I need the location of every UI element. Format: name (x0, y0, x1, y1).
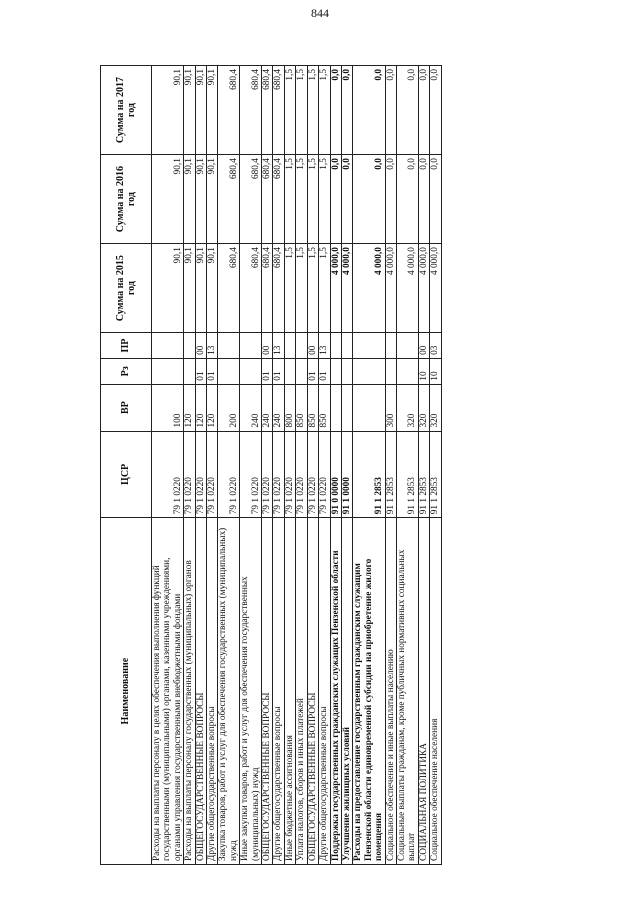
cell-sum-2016: 0,0 (353, 155, 385, 244)
cell-sum-2017: 0,0 (341, 66, 352, 155)
cell-rz (396, 358, 418, 384)
cell-sum-2015: 680,4 (240, 244, 262, 333)
cell-csr: 79 1 0220 (240, 431, 262, 518)
cell-name: Социальное обеспечение и иные выплаты населению (385, 518, 396, 865)
cell-sum-2015: 4 000,0 (385, 244, 396, 333)
cell-name: Другие общегосударственные вопросы (207, 518, 218, 865)
cell-sum-2017: 90,1 (152, 66, 184, 155)
cell-name: Социальное обеспечение населения (430, 518, 441, 865)
cell-name: Расходы на предоставление государственным гражданским служащим Пензенской области единовременной субсидии на приобретение жилого помещения (353, 518, 385, 865)
cell-name: Иные закупки товаров, работ и услуг для обеспечения государственных (муниципальных) нужд (240, 518, 262, 865)
cell-sum-2017: 0,0 (430, 66, 441, 155)
cell-csr: 79 1 0220 (195, 431, 206, 518)
cell-rz (353, 358, 385, 384)
cell-rz: 10 (418, 358, 429, 384)
table-row (240, 66, 262, 865)
cell-csr: 79 1 0220 (262, 431, 273, 518)
table-row (353, 66, 385, 865)
cell-sum-2016: 0,0 (385, 155, 396, 244)
cell-rz (296, 358, 307, 384)
header-csr: ЦСР (101, 431, 152, 518)
cell-rz: 01 (319, 358, 330, 384)
cell-sum-2015: 4 000,0 (330, 244, 341, 333)
cell-pr: 00 (262, 333, 273, 359)
table-row (330, 66, 341, 865)
cell-sum-2015: 1,5 (296, 244, 307, 333)
cell-rz (240, 358, 262, 384)
table-row (284, 66, 295, 865)
cell-csr: 91 1 2853 (396, 431, 418, 518)
table-row (296, 66, 307, 865)
header-name: Наименование (101, 518, 152, 865)
table-row (152, 66, 184, 865)
cell-sum-2017: 0,0 (385, 66, 396, 155)
cell-name: Поддержка государственных гражданских служащих Пензенской области (330, 518, 341, 865)
cell-sum-2016: 90,1 (152, 155, 184, 244)
cell-sum-2016: 90,1 (207, 155, 218, 244)
cell-csr: 79 1 0220 (184, 431, 195, 518)
cell-sum-2016: 680,4 (240, 155, 262, 244)
cell-sum-2016: 680,4 (273, 155, 284, 244)
header-sum-2015: Сумма на 2015 год (101, 244, 152, 333)
table-row (273, 66, 284, 865)
cell-rz: 01 (207, 358, 218, 384)
cell-name: Другие общегосударственные вопросы (319, 518, 330, 865)
cell-csr: 91 1 2853 (353, 431, 385, 518)
cell-sum-2015: 4 000,0 (396, 244, 418, 333)
cell-vr: 240 (240, 384, 262, 431)
cell-vr: 800 (284, 384, 295, 431)
table-row (385, 66, 396, 865)
cell-pr: 03 (430, 333, 441, 359)
cell-rz: 01 (262, 358, 273, 384)
cell-vr: 120 (184, 384, 195, 431)
cell-vr: 320 (430, 384, 441, 431)
cell-sum-2015: 1,5 (307, 244, 318, 333)
cell-sum-2017: 0,0 (396, 66, 418, 155)
table-row (396, 66, 418, 865)
cell-sum-2015: 90,1 (195, 244, 206, 333)
cell-csr: 79 1 0220 (207, 431, 218, 518)
header-pr: ПР (101, 333, 152, 359)
cell-name: Иные бюджетные ассигнования (284, 518, 295, 865)
table-row (319, 66, 330, 865)
cell-pr (152, 333, 184, 359)
cell-name: ОБЩЕГОСУДАРСТВЕННЫЕ ВОПРОСЫ (262, 518, 273, 865)
header-sum-2017: Сумма на 2017 год (101, 66, 152, 155)
cell-vr: 850 (296, 384, 307, 431)
cell-pr (218, 333, 240, 359)
cell-pr: 00 (195, 333, 206, 359)
cell-name: Расходы на выплаты персоналу в целях обеспечения выполнения функций государственными (муниципальными) органами, казенными учреждениями, органами управления государственными внебюджетными фондами (152, 518, 184, 865)
table-row (418, 66, 429, 865)
cell-pr (385, 333, 396, 359)
cell-csr: 91 0 0000 (330, 431, 341, 518)
cell-rz (218, 358, 240, 384)
header-sum-2016: Сумма на 2016 год (101, 155, 152, 244)
cell-rz: 01 (307, 358, 318, 384)
table-row (307, 66, 318, 865)
cell-sum-2017: 0,0 (418, 66, 429, 155)
cell-sum-2016: 680,4 (262, 155, 273, 244)
cell-vr: 240 (273, 384, 284, 431)
cell-csr: 79 1 0220 (273, 431, 284, 518)
table-row (207, 66, 218, 865)
cell-csr: 79 1 0220 (152, 431, 184, 518)
cell-sum-2017: 90,1 (195, 66, 206, 155)
cell-rz (385, 358, 396, 384)
cell-vr: 120 (207, 384, 218, 431)
cell-name: Другие общегосударственные вопросы (273, 518, 284, 865)
cell-pr (184, 333, 195, 359)
table-row (430, 66, 441, 865)
cell-pr: 00 (307, 333, 318, 359)
cell-vr: 320 (396, 384, 418, 431)
cell-vr: 850 (307, 384, 318, 431)
cell-sum-2015: 680,4 (273, 244, 284, 333)
cell-sum-2017: 90,1 (184, 66, 195, 155)
rotated-table-container (100, 65, 560, 865)
cell-sum-2015: 90,1 (152, 244, 184, 333)
cell-csr: 91 1 2853 (385, 431, 396, 518)
cell-sum-2015: 4 000,0 (341, 244, 352, 333)
table-row (341, 66, 352, 865)
cell-vr: 200 (218, 384, 240, 431)
cell-sum-2016: 1,5 (319, 155, 330, 244)
cell-sum-2017: 680,4 (218, 66, 240, 155)
table-row (184, 66, 195, 865)
cell-csr: 79 1 0220 (319, 431, 330, 518)
cell-sum-2016: 0,0 (418, 155, 429, 244)
cell-vr (353, 384, 385, 431)
cell-pr (296, 333, 307, 359)
cell-csr: 91 1 2853 (418, 431, 429, 518)
cell-sum-2017: 0,0 (330, 66, 341, 155)
budget-table (100, 65, 442, 865)
cell-rz (184, 358, 195, 384)
cell-sum-2016: 90,1 (195, 155, 206, 244)
cell-pr: 00 (418, 333, 429, 359)
cell-pr: 13 (319, 333, 330, 359)
cell-pr (396, 333, 418, 359)
cell-vr (341, 384, 352, 431)
cell-vr (330, 384, 341, 431)
cell-sum-2017: 1,5 (319, 66, 330, 155)
cell-sum-2015: 680,4 (218, 244, 240, 333)
cell-pr (284, 333, 295, 359)
cell-rz (341, 358, 352, 384)
cell-pr (330, 333, 341, 359)
cell-name: ОБЩЕГОСУДАРСТВЕННЫЕ ВОПРОСЫ (195, 518, 206, 865)
cell-sum-2017: 0,0 (353, 66, 385, 155)
cell-vr: 240 (262, 384, 273, 431)
cell-vr: 850 (319, 384, 330, 431)
cell-sum-2015: 90,1 (207, 244, 218, 333)
cell-sum-2015: 4 000,0 (418, 244, 429, 333)
cell-sum-2017: 1,5 (284, 66, 295, 155)
table-body (152, 66, 442, 865)
cell-name: Улучшение жилищных условий (341, 518, 352, 865)
cell-rz (330, 358, 341, 384)
cell-sum-2016: 1,5 (307, 155, 318, 244)
cell-sum-2016: 0,0 (396, 155, 418, 244)
cell-rz (152, 358, 184, 384)
cell-csr: 79 1 0220 (307, 431, 318, 518)
cell-sum-2016: 0,0 (341, 155, 352, 244)
cell-csr: 91 1 0000 (341, 431, 352, 518)
cell-name: Закупка товаров, работ и услуг для обеспечения государственных (муниципальных) нужд (218, 518, 240, 865)
cell-rz: 01 (195, 358, 206, 384)
cell-vr: 300 (385, 384, 396, 431)
table-row (195, 66, 206, 865)
cell-sum-2015: 680,4 (262, 244, 273, 333)
table-row (218, 66, 240, 865)
cell-csr: 91 1 2853 (430, 431, 441, 518)
cell-sum-2017: 1,5 (296, 66, 307, 155)
header-vr: ВР (101, 384, 152, 431)
cell-name: ОБЩЕГОСУДАРСТВЕННЫЕ ВОПРОСЫ (307, 518, 318, 865)
cell-rz: 01 (273, 358, 284, 384)
cell-sum-2017: 680,4 (262, 66, 273, 155)
cell-sum-2015: 90,1 (184, 244, 195, 333)
cell-sum-2015: 4 000,0 (430, 244, 441, 333)
cell-name: Социальные выплаты гражданам, кроме публичных нормативных социальных выплат (396, 518, 418, 865)
cell-sum-2015: 1,5 (284, 244, 295, 333)
cell-pr: 13 (207, 333, 218, 359)
cell-vr: 100 (152, 384, 184, 431)
cell-rz: 10 (430, 358, 441, 384)
cell-sum-2015: 4 000,0 (353, 244, 385, 333)
cell-pr (341, 333, 352, 359)
cell-sum-2017: 90,1 (207, 66, 218, 155)
cell-sum-2017: 680,4 (240, 66, 262, 155)
cell-pr (240, 333, 262, 359)
cell-sum-2016: 0,0 (430, 155, 441, 244)
table-row (262, 66, 273, 865)
cell-name: Уплата налогов, сборов и иных платежей (296, 518, 307, 865)
cell-csr: 79 1 0220 (296, 431, 307, 518)
cell-csr: 79 1 0220 (218, 431, 240, 518)
cell-sum-2015: 1,5 (319, 244, 330, 333)
cell-pr (353, 333, 385, 359)
cell-sum-2016: 1,5 (296, 155, 307, 244)
cell-sum-2016: 1,5 (284, 155, 295, 244)
cell-pr: 13 (273, 333, 284, 359)
cell-vr: 120 (195, 384, 206, 431)
cell-sum-2016: 90,1 (184, 155, 195, 244)
cell-name: Расходы на выплаты персоналу государственных (муниципальных) органов (184, 518, 195, 865)
header-rz: Рз (101, 358, 152, 384)
table-header (101, 66, 152, 865)
cell-sum-2016: 0,0 (330, 155, 341, 244)
cell-sum-2016: 680,4 (218, 155, 240, 244)
cell-rz (284, 358, 295, 384)
cell-name: СОЦИАЛЬНАЯ ПОЛИТИКА (418, 518, 429, 865)
cell-vr: 320 (418, 384, 429, 431)
cell-sum-2017: 1,5 (307, 66, 318, 155)
cell-sum-2017: 680,4 (273, 66, 284, 155)
page-number: 844 (311, 6, 329, 20)
cell-csr: 79 1 0220 (284, 431, 295, 518)
